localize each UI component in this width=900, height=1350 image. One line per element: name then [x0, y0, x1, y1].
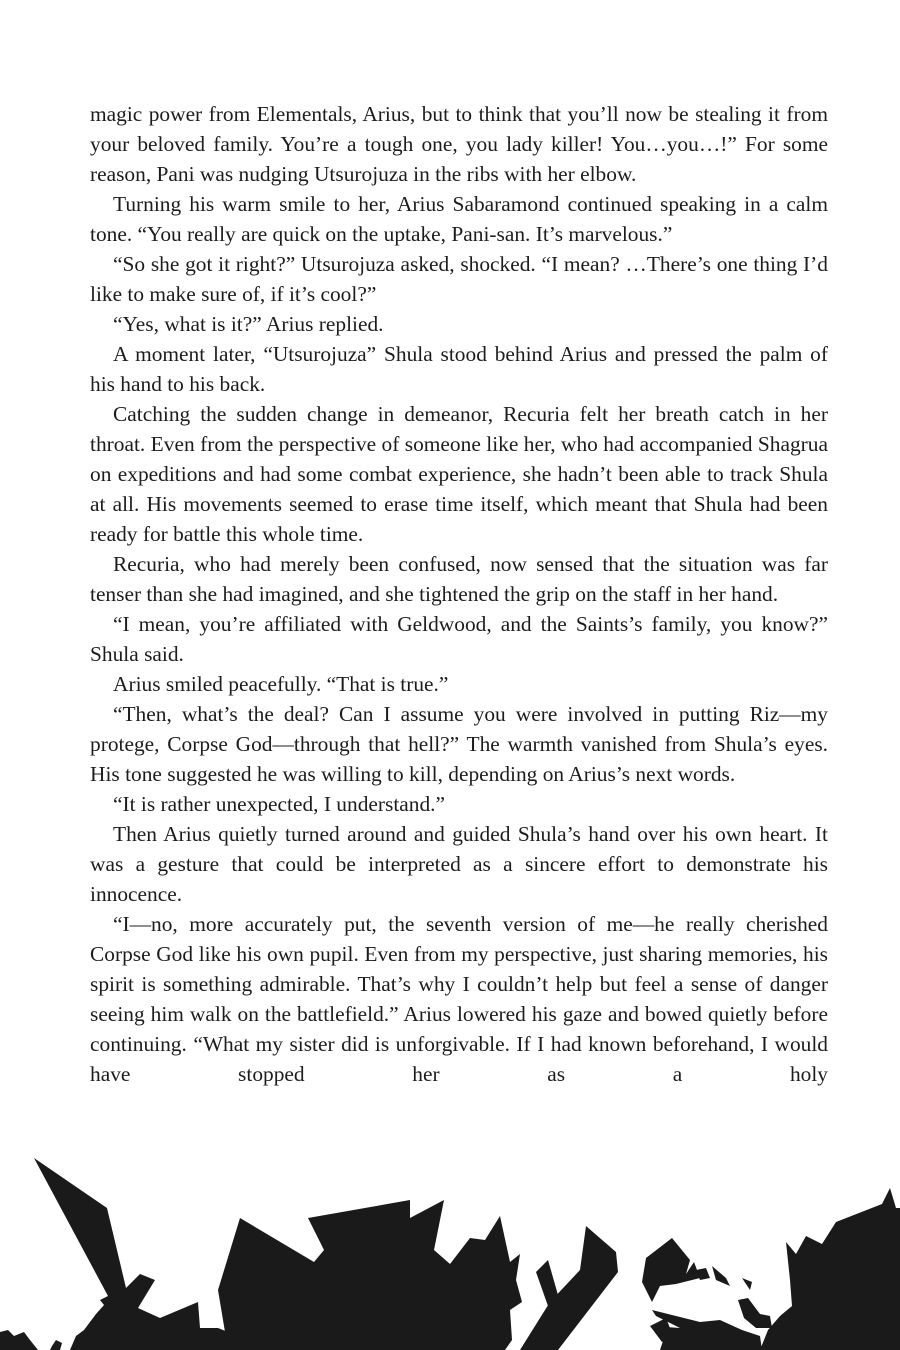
paragraph-5: A moment later, “Utsurojuza” Shula stood behind Arius and pressed the palm of his hand to his back.: [90, 342, 828, 396]
paragraph-4: “Yes, what is it?” Arius replied.: [113, 312, 384, 336]
paragraph-3: “So she got it right?” Utsurojuza asked, shocked. “I mean? …There’s one thing I’d like to make sure of, if it’s cool?”: [90, 252, 828, 306]
body-text: [90, 99, 828, 1089]
paragraph-6: Catching the sudden change in demeanor, Recuria felt her breath catch in her throat. Even from the perspective of someone like her, who had accompanied Shagrua on expeditions and had some combat experience, she hadn’t been able to track Shula at all. His movements seemed to erase time itself, which meant that Shula had been ready for battle this whole time.: [90, 402, 828, 546]
shard-silhouette-icon: [0, 1150, 900, 1350]
shattered-silhouette-border: [0, 1150, 900, 1350]
paragraph-10: “Then, what’s the deal? Can I assume you were involved in putting Riz—my protege, Corpse God—through that hell?” The warmth vanished from Shula’s eyes. His tone suggested he was willing to kill, depending on Arius’s next words.: [90, 702, 828, 786]
paragraph-8: “I mean, you’re affiliated with Geldwood, and the Saints’s family, you know?” Shula said.: [90, 612, 828, 666]
paragraph-7: Recuria, who had merely been confused, now sensed that the situation was far tenser than she had imagined, and she tightened the grip on the staff in her hand.: [90, 552, 828, 606]
paragraph-9: Arius smiled peacefully. “That is true.”: [113, 672, 449, 696]
paragraph-2: Turning his warm smile to her, Arius Sabaramond continued speaking in a calm tone. “You really are quick on the uptake, Pani-san. It’s marvelous.”: [90, 192, 828, 246]
paragraph-1: magic power from Elementals, Arius, but to think that you’ll now be stealing it from your beloved family. You’re a tough one, you lady killer! You…you…!” For some reason, Pani was nudging Utsurojuza in the ribs with her elbow.: [90, 102, 828, 186]
paragraph-13: “I—no, more accurately put, the seventh version of me—he really cherished Corpse God like his own pupil. Even from my perspective, just sharing memories, his spirit is something admirable. That’s why I couldn’t help but feel a sense of danger seeing him walk on the battlefield.” Arius lowered his gaze and bowed quietly before continuing. “What my sister did is unforgivable. If I had known beforehand, I would have stopped her as a holy: [90, 912, 828, 1086]
paragraph-12: Then Arius quietly turned around and guided Shula’s hand over his own heart. It was a gesture that could be interpreted as a sincere effort to demonstrate his innocence.: [90, 822, 828, 906]
paragraph-11: “It is rather unexpected, I understand.”: [113, 792, 446, 816]
